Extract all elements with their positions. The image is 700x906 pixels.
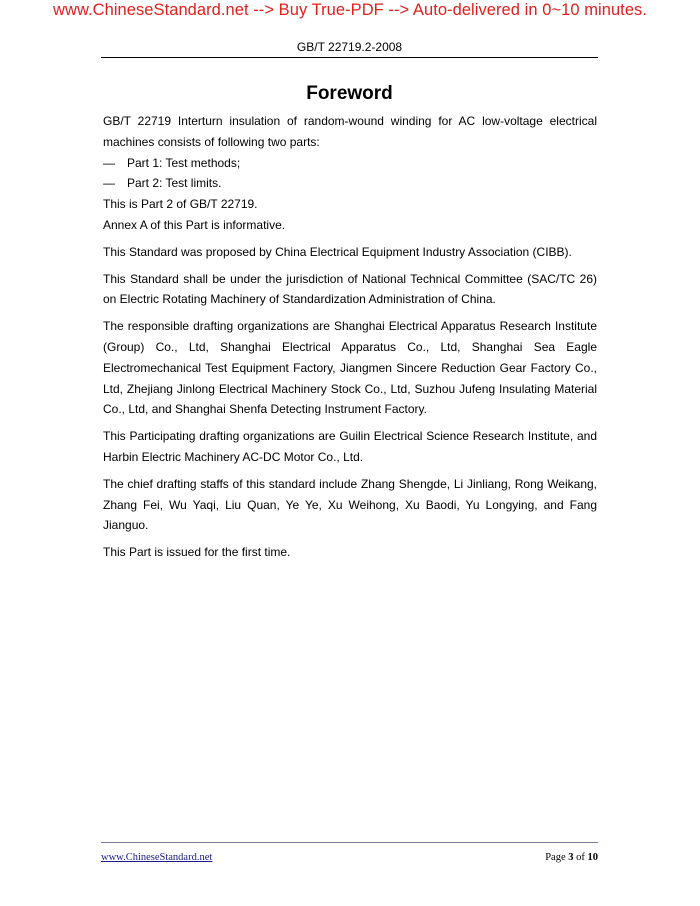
page-total: 10 (587, 852, 598, 863)
list-dash: — (103, 155, 115, 170)
footer-divider (101, 842, 598, 843)
jurisdiction-paragraph: This Standard shall be under the jurisdiction of National Technical Committee (SAC/TC 26) on Electric Rotating Machinery of Standardization Administration of China. (103, 271, 597, 307)
page-of: of (576, 852, 585, 863)
participating-paragraph: This Participating drafting organizations are Guilin Electrical Science Research Institute, and Harbin Electric Machinery AC-DC Motor Co., Ltd. (103, 429, 597, 464)
responsible-paragraph: The responsible drafting organizations are Shanghai Electrical Apparatus Research Institute (Group) Co., Ltd, Shanghai Electrical Apparatus Co., Ltd, Shanghai Sea Eagle Electromechanical Test Equipment Factory, Jiangmen Sincere Reduction Gear Factory Co., Ltd, Zhejiang Jinlong Electrical Machinery Stock Co., Ltd, Suzhou Jufeng Insulating Material Co., Ltd, and Shanghai Shenfa Detecting Instrument Factory. (103, 319, 597, 417)
page-number (420, 852, 598, 863)
annex-paragraph: Annex A of this Part is informative. (103, 217, 286, 232)
page-title: Foreword (306, 83, 393, 104)
list-dash: — (103, 176, 115, 191)
doc-id-text: GB/T 22719.2-2008 (296, 40, 403, 54)
document-id-header (101, 40, 598, 54)
footer-website-link[interactable]: www.ChineseStandard.net (101, 852, 213, 863)
page-current: 3 (568, 852, 574, 863)
part-of-paragraph: This is Part 2 of GB/T 22719. (103, 197, 258, 212)
intro-paragraph: GB/T 22719 Interturn insulation of random-wound winding for AC low-voltage electrical machines consists of following two parts: (103, 114, 597, 149)
list-item (103, 173, 597, 194)
foreword-body (103, 111, 597, 563)
list-item-text: Part 1: Test methods; (127, 155, 241, 170)
first-time-paragraph: This Part is issued for the first time. (103, 545, 291, 560)
promo-banner[interactable]: www.ChineseStandard.net --> Buy True-PDF --> Auto-delivered in 0~10 minutes. (53, 1, 647, 19)
staffs-paragraph: The chief drafting staffs of this standard include Zhang Shengde, Li Jinliang, Rong Weikang, Zhang Fei, Wu Yaqi, Liu Quan, Ye Ye, Xu Weihong, Xu Baodi, Yu Longying, and Fang Jianguo. (103, 476, 597, 533)
list-item-text: Part 2: Test limits. (127, 176, 222, 191)
list-item (103, 153, 597, 174)
header-divider (101, 57, 598, 58)
page-prefix: Page (545, 852, 566, 863)
proposed-paragraph: This Standard was proposed by China Electrical Equipment Industry Association (CIBB). (103, 244, 572, 259)
